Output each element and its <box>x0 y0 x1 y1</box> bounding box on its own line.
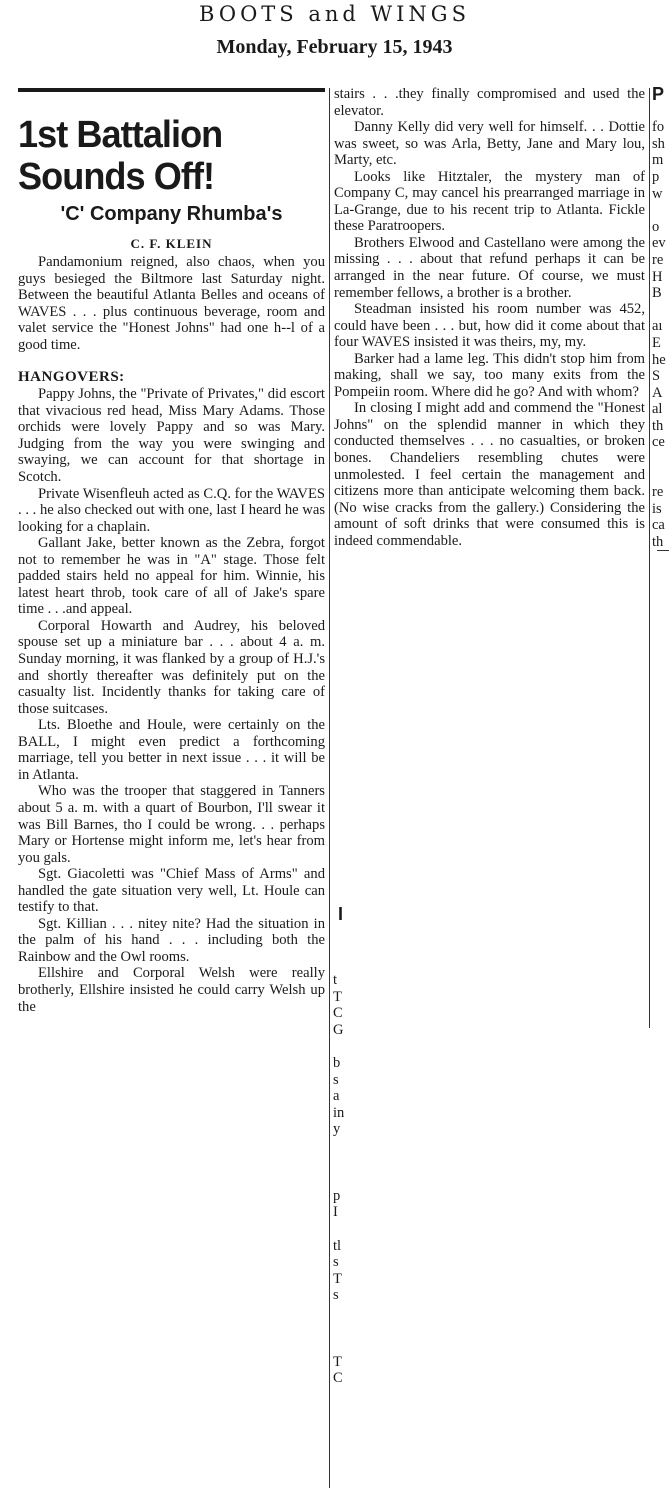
fragment-text: T <box>333 1270 342 1287</box>
fragment-text <box>652 468 669 485</box>
fragment-text <box>333 1337 351 1354</box>
paragraph: Ellshire and Corporal Welsh were really brotherly, Ellshire insisted he could carry Welsh up the <box>18 965 325 1015</box>
heavy-rule <box>18 88 325 92</box>
fragment-text: y <box>333 1121 341 1138</box>
cutoff-right-column <box>652 86 669 551</box>
fragment-text: C <box>333 1005 343 1022</box>
fragment-text: re <box>652 484 664 501</box>
paragraph: Looks like Hitztaler, the mystery man of Company C, may cancel his prearranged marriage in La-Grange, due to his recent trip to Atlanta. Fickle these Paratroopers. <box>334 168 645 235</box>
paragraph: Private Wisenfleuh acted as C.Q. for the WAVES . . . he also checked out with one, last I heard he was looking for a chaplain. <box>18 485 325 535</box>
fragment-text: a <box>333 1088 340 1105</box>
fragment-text <box>333 1171 351 1188</box>
fragment-text <box>333 1320 351 1337</box>
newspaper-name: BOOTS and WINGS <box>199 2 470 26</box>
fragment-text: th <box>652 534 664 551</box>
fragment-text: C <box>333 1370 343 1387</box>
paragraph: Pandamonium reigned, also chaos, when you guys besieged the Biltmore last Saturday night. Between the beautiful Atlanta Belles and oceans of WAVES . . . plus continuous beverage, room and valet service the "Honest Johns" had one h--l of a good time. <box>18 254 325 353</box>
paragraph: Steadman insisted his room number was 452, could have been . . . but, how did it come about that four WAVES insisted it was theirs, my, my. <box>334 301 645 351</box>
fragment-text: s <box>333 1254 339 1271</box>
fragment-text: is <box>652 500 662 517</box>
fragment-text <box>333 1038 351 1055</box>
paragraph: Lts. Bloethe and Houle, were certainly on the BALL, I might even predict a forthcoming marriage, tell you better in next issue . . . it will be in Atlanta. <box>18 717 325 783</box>
paragraph: In closing I might add and commend the "Honest Johns" on the splendid manner in which they conducted themselves . . . no casualties, or broken bones. Chandeliers resembling chutes were unmolested. I feel certain the management and citizens more than anticipate welcoming them back. (No wise cracks from the gallery.) Considering the amount of soft drinks that were consumed this is indeed commendable. <box>334 400 645 549</box>
cutoff-column-fragment <box>333 972 351 1387</box>
cutoff-headline-fragment: I <box>338 904 344 924</box>
paragraph-continued: stairs . . .they finally compromised and used the elevator. <box>334 86 645 119</box>
fragment-text <box>333 1138 351 1155</box>
fragment-text <box>652 103 669 120</box>
paragraph: Who was the trooper that staggered in Tanners about 5 a. m. with a quart of Bourbon, I'll swear it was Bill Barnes, tho I could be wrong. . . perhaps Mary or Hortense might inform me, let's hear from you gals. <box>18 783 325 866</box>
fragment-text: tl <box>333 1237 342 1254</box>
fragment-text: fo <box>652 119 665 136</box>
fragment-text: T <box>333 988 342 1005</box>
fragment-text: aı <box>652 318 663 335</box>
fragment-text <box>333 1155 351 1172</box>
fragment-text: sh <box>652 135 665 152</box>
fragment-text: p <box>333 1187 341 1204</box>
issue-date: Monday, February 15, 1943 <box>216 36 453 58</box>
fragment-text <box>652 451 669 468</box>
headline-line-1: 1st Battalion <box>18 114 223 156</box>
fragment-text: E <box>652 334 661 351</box>
fragment-text: t <box>333 972 338 988</box>
fragment-text: ce <box>652 434 665 451</box>
paragraph: Danny Kelly did very well for himself. . . Dottie was sweet, so was Arla, Betty, Jane and Mary lou, Marty, etc. <box>334 119 645 169</box>
fragment-text: w <box>652 185 663 202</box>
fragment-text: I <box>333 1204 338 1221</box>
paragraph: Gallant Jake, better known as the Zebra, forgot not to remember he was in "A" stage. Those felt padded stairs held no appeal for him. Winnie, his latest heart throb, took care of all of Jake's spare time . . .and appeal. <box>18 535 325 618</box>
fragment-text: p <box>652 168 660 185</box>
fragment-text <box>333 1221 351 1238</box>
fragment-text: in <box>333 1104 345 1121</box>
column-divider-1 <box>329 88 330 1488</box>
short-rule <box>657 550 669 551</box>
fragment-text: ca <box>652 517 665 534</box>
paragraph: Sgt. Giacoletti was "Chief Mass of Arms" and handled the gate situation very well, Lt. Houle can testify to that. <box>18 866 325 916</box>
fragment-text: P <box>652 86 665 104</box>
fragment-text: S <box>652 368 661 385</box>
headline-line-2: Sounds Off! <box>18 156 215 198</box>
paragraph: Pappy Johns, the "Private of Privates," did escort that vivacious red head, Miss Mary Adams. Those orchids were lovely Pappy and so was Mary. Judging from the way you were swinging and swaying, we can account for that shortage in Scotch. <box>18 386 325 486</box>
fragment-text <box>652 302 669 319</box>
fragment-text <box>652 202 669 219</box>
article-column-1 <box>18 96 325 1015</box>
paragraph: Brothers Elwood and Castellano were among the missing . . . about that refund perhaps it can be arranged in the near future. Of course, we must remember fellows, a brother is a brother. <box>334 234 645 301</box>
fragment-text: he <box>652 351 666 368</box>
fragment-text: th <box>652 417 664 434</box>
fragment-text: re <box>652 251 664 268</box>
paragraph: Barker had a lame leg. This didn't stop him from making, shall we say, too many exits from the Pompeiin room. Where did he go? And with whom? <box>334 350 645 400</box>
fragment-text: m <box>652 152 664 169</box>
fragment-text: G <box>333 1021 344 1038</box>
fragment-text: T <box>333 1353 342 1370</box>
fragment-text: o <box>652 218 660 235</box>
subheadline: 'C' Company Rhumba's <box>60 203 283 225</box>
fragment-text: B <box>652 285 662 302</box>
section-heading: HANGOVERS: <box>18 369 125 386</box>
column-divider-2 <box>649 88 650 1028</box>
fragment-text: A <box>652 384 663 401</box>
fragment-text: H <box>652 268 663 285</box>
masthead <box>0 0 669 62</box>
byline: C. F. KLEIN <box>130 236 213 251</box>
fragment-text <box>333 1304 351 1321</box>
paragraph: Corporal Howarth and Audrey, his beloved spouse set up a miniature bar . . . about 4 a. m. Sunday morning, it was flanked by a group of H.J.'s and shortly thereafter was definitely put on the casualty list. Incidently thanks for taking care of those suitcases. <box>18 617 325 717</box>
fragment-text: b <box>333 1054 341 1071</box>
fragment-text: al <box>652 401 663 418</box>
fragment-text: ev <box>652 235 666 252</box>
article-column-2 <box>334 86 645 549</box>
paragraph: Sgt. Killian . . . nitey nite? Had the situation in the palm of his hand . . . including both the Rainbow and the Owl rooms. <box>18 915 325 965</box>
fragment-text: s <box>333 1071 339 1088</box>
fragment-text: s <box>333 1287 339 1304</box>
